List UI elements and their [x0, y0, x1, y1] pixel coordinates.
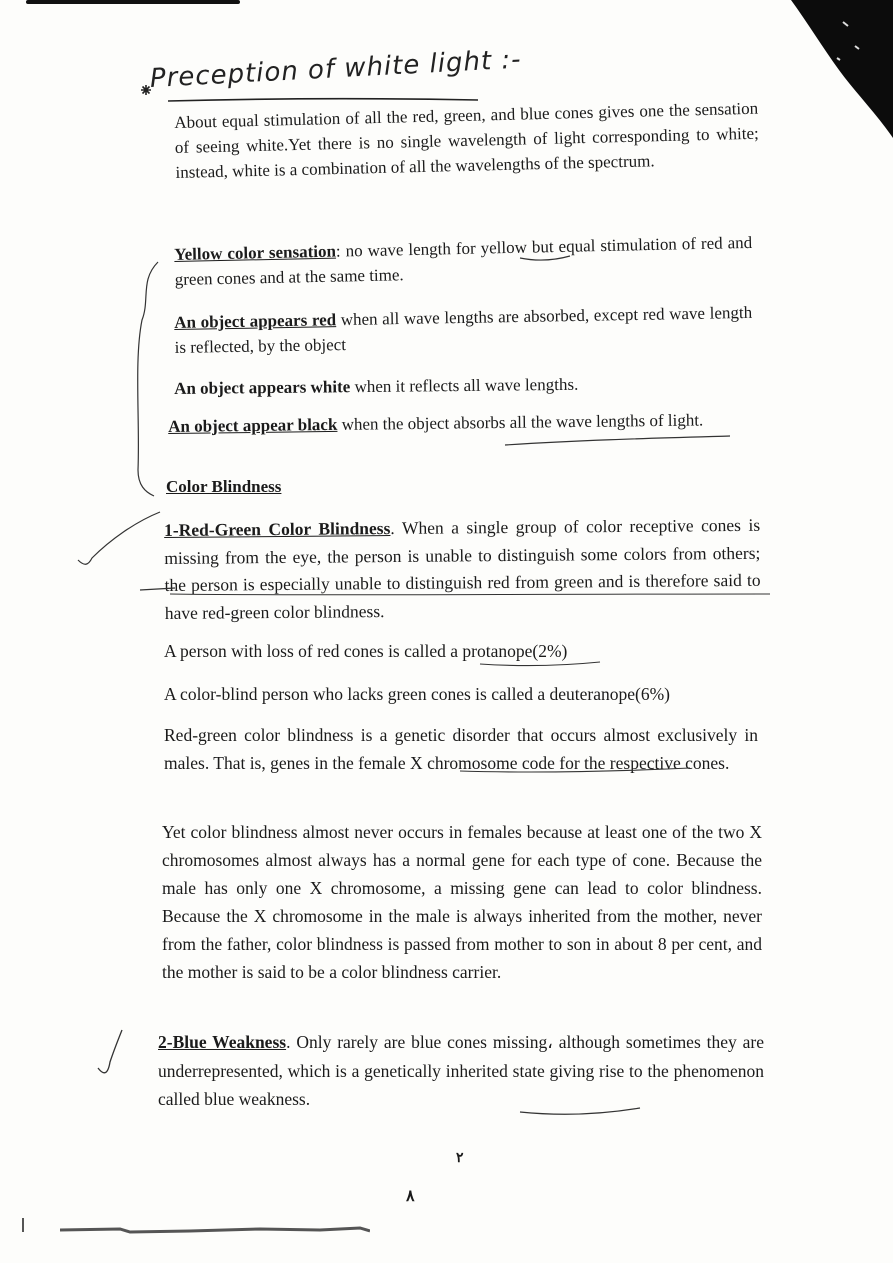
term-object-black: An object appear black: [168, 414, 338, 436]
paragraph-object-black: [168, 407, 756, 439]
handwritten-heading: Preception of white light :-: [149, 44, 523, 94]
paragraph-genetic-disorder: Red-green color blindness is a genetic disorder that occurs almost exclusively in males. That is, genes in the female X chromosome code for the respective cones.: [164, 725, 758, 773]
paragraph-object-white-text: when it reflects all wave lengths.: [350, 374, 579, 397]
section-title-color-blindness: Color Blindness: [166, 477, 282, 496]
paragraph-red-green-text: . When a single group of color receptive cones is missing from the eye, the person is unable to distinguish some colors from others; the person is especially unable to distinguish red from green and is therefore said to have red-green color blindness.: [164, 514, 761, 623]
term-object-red: An object appears red: [174, 310, 337, 332]
paragraph-object-black-text: when the object absorbs all the wave lengths of light.: [337, 410, 704, 434]
page-number-arabic: ٢: [456, 1151, 464, 1166]
term-blue-weakness: 2-Blue Weakness: [158, 1032, 287, 1052]
paragraph-blue-weakness-text: . Only rarely are blue cones missing، although sometimes they are underrepresented, which is a genetically inherited state giving rise to the phenomenon called blue weakness.: [158, 1032, 764, 1109]
paragraph-object-red-text: when all wave lengths are absorbed, except red wave length is reflected, by the object: [174, 302, 753, 357]
paragraph-object-white: [174, 370, 752, 401]
scan-edge-shadow: [26, 0, 240, 4]
paragraph-deuteranope: A color-blind person who lacks green cones is called a deuteranope(6%): [164, 684, 670, 704]
paragraph-protanope: A person with loss of red cones is called a protanope(2%): [164, 641, 568, 661]
page-mark-arabic: ٨: [406, 1188, 415, 1205]
paragraph-white-light: About equal stimulation of all the red, green, and blue cones gives one the sensation of seeing white.Yet there is no single wavelength of light corresponding to white; instead, white is a combination of all the wavelengths of the spectrum.: [174, 98, 759, 182]
paragraph-blue-weakness: [158, 1028, 764, 1114]
term-red-green-blindness: 1-Red-Green Color Blindness: [164, 518, 391, 540]
paragraph-yellow-sensation: [174, 230, 753, 292]
term-yellow-color-sensation: Yellow color sensation: [174, 241, 337, 264]
scan-corner-shadow: [783, 0, 893, 140]
paragraph-red-green-blindness: [164, 512, 761, 627]
paragraph-object-red: [174, 300, 753, 360]
term-object-white: An object appears white: [174, 377, 351, 398]
scan-edge-mark: [22, 1218, 24, 1232]
scan-bottom-smudge: [60, 1226, 370, 1234]
paragraph-females-carrier: Yet color blindness almost never occurs in females because at least one of the two X chromosomes almost always has a normal gene for each type of cone. Because the male has only one X chromosome, a missing gene can lead to color blindness. Because the X chromosome in the male is always inherited from the mother, never from the father, color blindness is passed from mother to son in about 8 per cent, and the mother is said to be a color blindness carrier.: [162, 822, 762, 982]
paragraph-yellow-text: : no wave length for yellow but equal stimulation of red and green cones and at the same time.: [174, 232, 753, 289]
